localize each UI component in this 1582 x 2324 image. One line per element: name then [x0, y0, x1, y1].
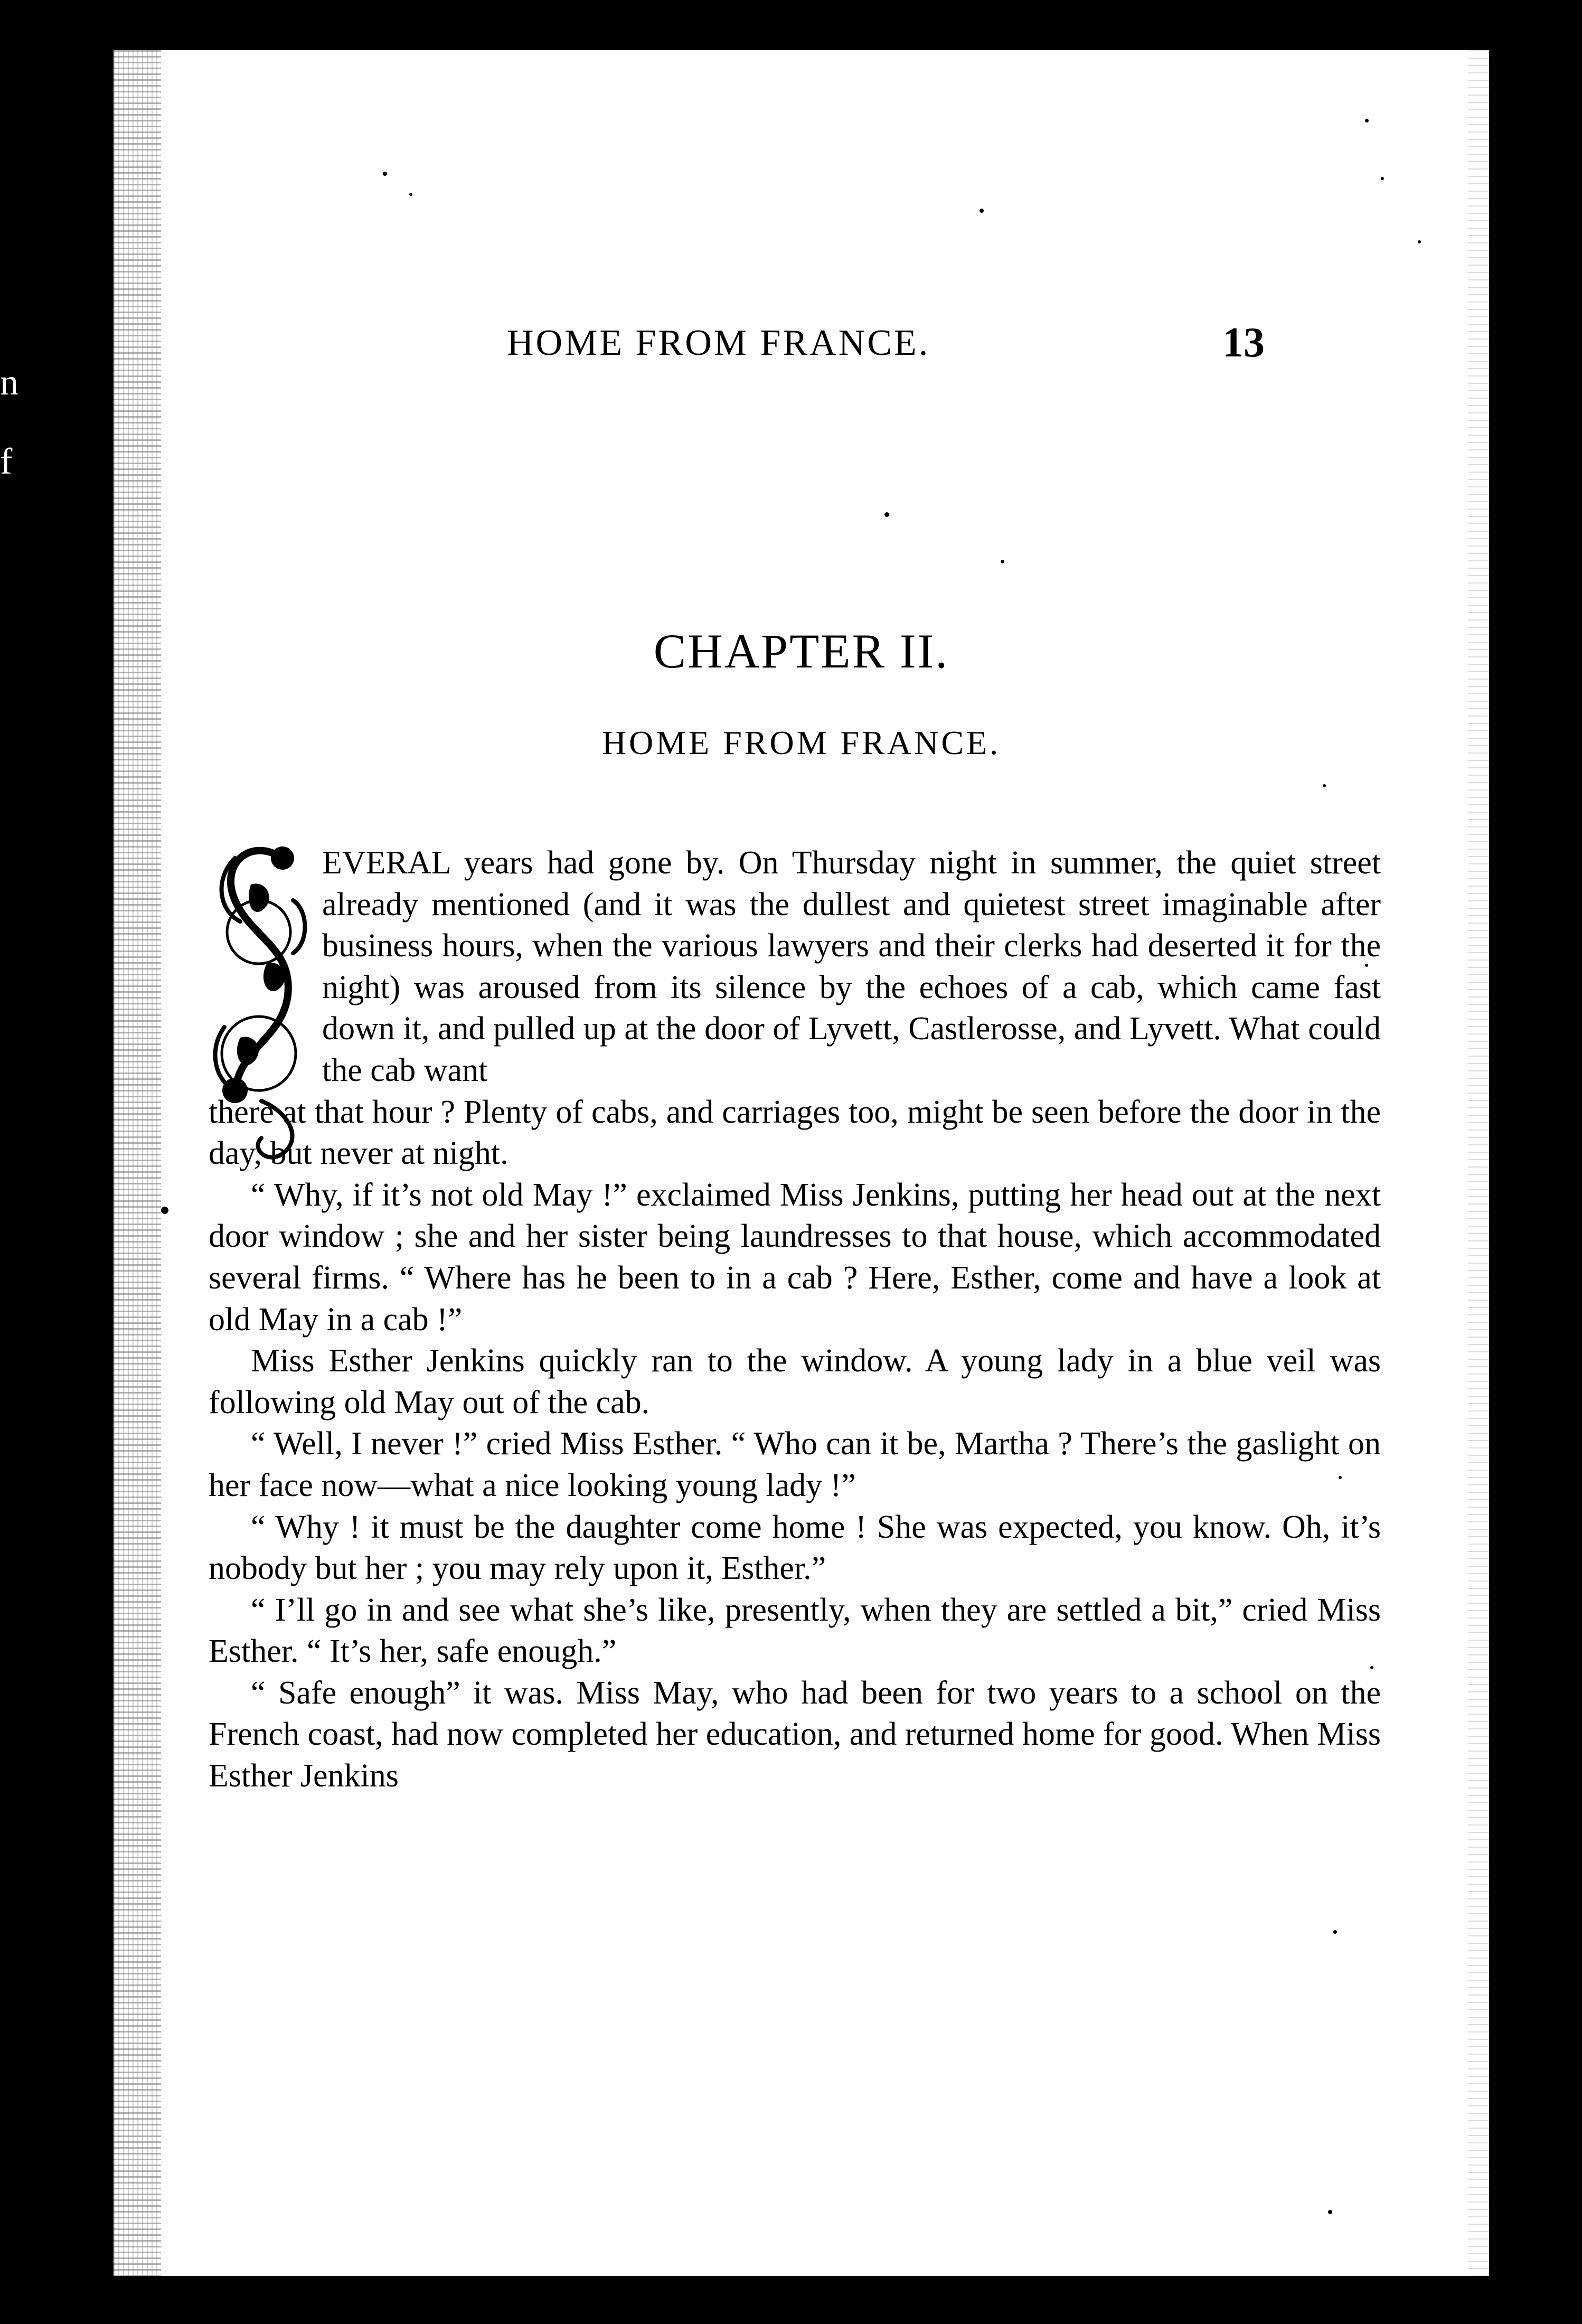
running-title: HOME FROM FRANCE. [507, 323, 930, 363]
page-number: 13 [1222, 319, 1265, 366]
facing-letter: n [0, 362, 18, 403]
page-right-edge [1468, 50, 1489, 2276]
paragraph: “ Safe enough” it was. Miss May, who had been for two years to a school on the French coast, had now completed her education, and returned home for good. When Miss Esther Jenkins [209, 1674, 1381, 1794]
chapter-heading: CHAPTER II. [653, 624, 949, 678]
facing-letter: f [0, 441, 13, 482]
paragraph-opening-indented: EVERAL years had gone by. On Thursday night in summer, the quiet street already mentioned (and it was the dullest and quietest street imaginable after business hours, when the various lawyers and their clerks had deserted it for the night) was aroused from its silence by the echoes of a cab, which came fast down it, and pulled up at the door of Lyvett, Castlerosse, and Lyvett. What could the cab want [322, 845, 1381, 1088]
chapter-subtitle: HOME FROM FRANCE. [601, 724, 1001, 761]
book-page [114, 50, 1489, 2276]
facing-page-remnants [0, 343, 32, 502]
paragraph: Miss Esther Jenkins quickly ran to the window. A young lady in a blue veil was following old May out of the cab. [209, 1343, 1381, 1420]
paragraph: “ Why ! it must be the daughter come home ! She was expected, you know. Oh, it’s nobody but her ; you may rely upon it, Esther.” [209, 1509, 1381, 1587]
running-head [114, 319, 1489, 375]
body-text [209, 842, 1381, 1797]
page-gutter-edge [114, 50, 161, 2276]
paragraph-opening-continued: there at that hour ? Plenty of cabs, and carriages too, might be seen before the door in the day, but never at night. [209, 1094, 1381, 1172]
paragraph: “ Well, I never !” cried Miss Esther. “ Who can it be, Martha ? There’s the gaslight on her face now—what a nice looking young lady !” [209, 1426, 1381, 1503]
paragraph: “ I’ll go in and see what she’s like, presently, when they are settled a bit,” cried Miss Esther. “ It’s her, safe enough.” [209, 1592, 1381, 1670]
paragraph: “ Why, if it’s not old May !” exclaimed Miss Jenkins, putting her head out at the next door window ; she and her sister being laundresses to that house, which accommodated several firms. “ Where has he been to in a cab ? Here, Esther, come and have a look at old May in a cab !” [209, 1177, 1381, 1338]
